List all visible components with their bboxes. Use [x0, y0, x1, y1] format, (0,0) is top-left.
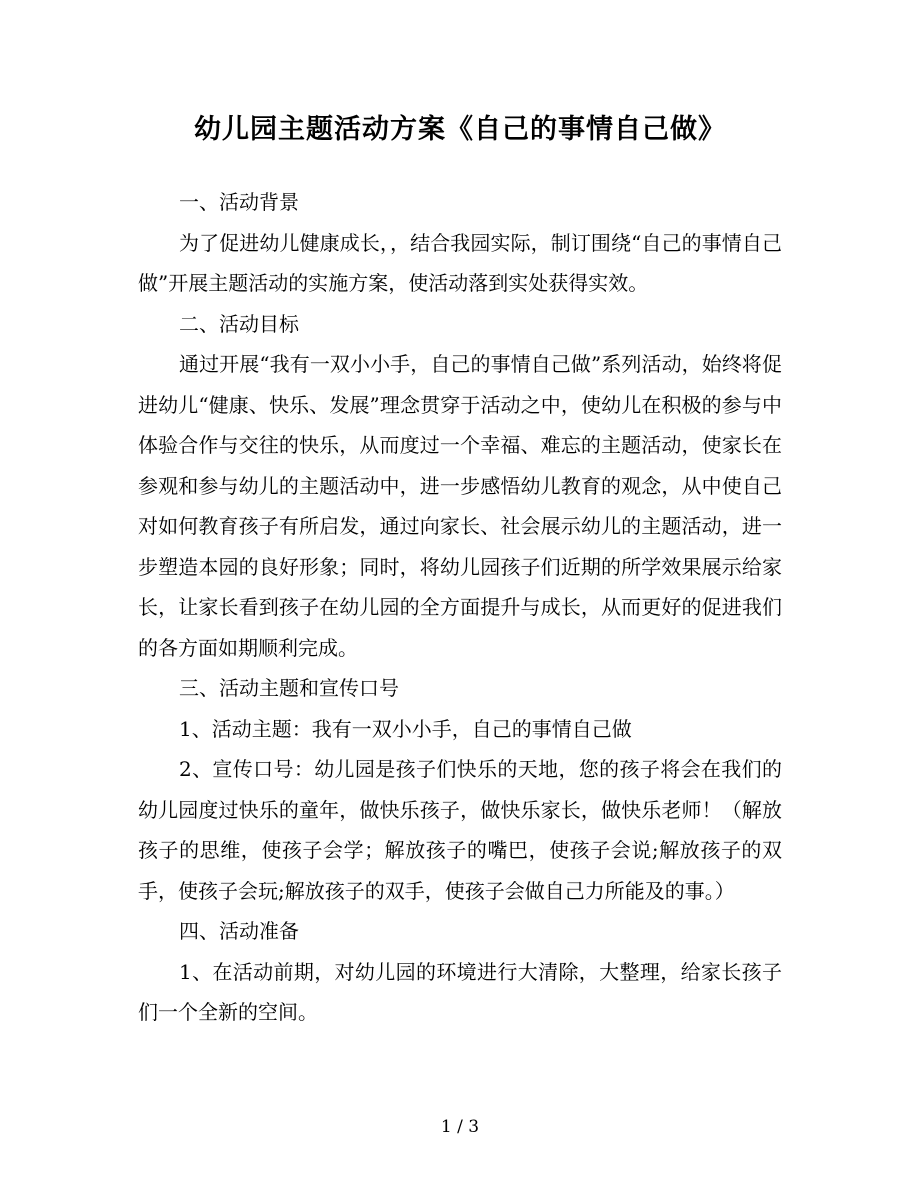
paragraph-slogan: 2、宣传口号：幼儿园是孩子们快乐的天地，您的孩子将会在我们的幼儿园度过快乐的童年，做快乐孩子，做快乐家长，做快乐老师！（解放孩子的思维，使孩子会学；解放孩子的嘴巴，使孩子会说;解放孩子的双手，使孩子会玩;解放孩子的双手，使孩子会做自己力所能及的事。）	[138, 757, 782, 903]
paragraph-preparation-1: 1、在活动前期，对幼儿园的环境进行大清除，大整理，给家长孩子们一个全新的空间。	[138, 959, 782, 1024]
section-heading-preparation: 四、活动准备	[179, 919, 299, 943]
paragraph-goals: 通过开展“我有一双小小手，自己的事情自己做”系列活动，始终将促进幼儿“健康、快乐、发展”理念贯穿于活动之中，使幼儿在积极的参与中体验合作与交往的快乐，从而度过一个幸福、难忘的主题活动，使家长在参观和参与幼儿的主题活动中，进一步感悟幼儿教育的观念，从中使自己对如何教育孩子有所启发，通过向家长、社会展示幼儿的主题活动，进一步塑造本园的良好形象；同时，将幼儿园孩子们近期的所学效果展示给家长，让家长看到孩子在幼儿园的全方面提升与成长，从而更好的促进我们的各方面如期顺利完成。	[138, 352, 782, 660]
paragraph-background: 为了促进幼儿健康成长，，结合我园实际，制订围绕“自己的事情自己做”开展主题活动的实施方案，使活动落到实处获得实效。	[138, 230, 782, 295]
page-number: 1 / 3	[440, 1117, 480, 1137]
paragraph-activity-theme: 1、活动主题：我有一双小小手，自己的事情自己做	[179, 716, 632, 741]
page-title: 幼儿园主题活动方案《自己的事情自己做》	[194, 114, 726, 145]
section-heading-theme-slogan: 三、活动主题和宣传口号	[179, 676, 399, 700]
section-heading-background: 一、活动背景	[179, 190, 299, 214]
section-heading-goals: 二、活动目标	[179, 311, 299, 336]
document-body	[138, 182, 782, 1033]
